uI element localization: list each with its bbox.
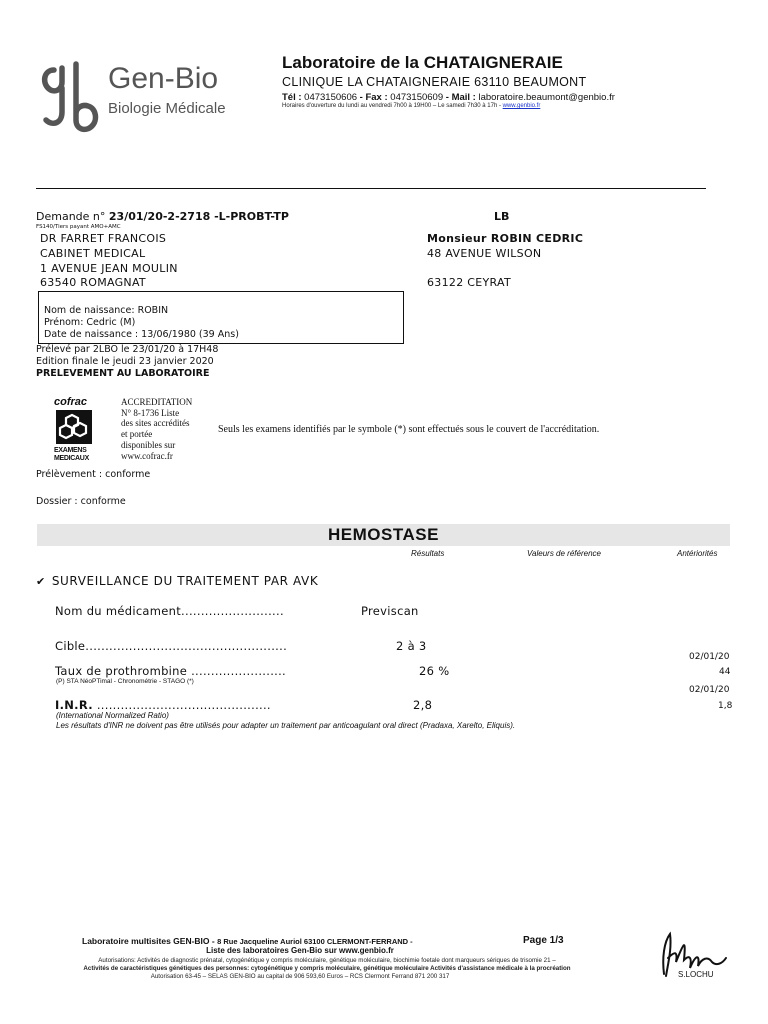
section-header <box>37 524 730 546</box>
website-link[interactable]: www.genbio.fr <box>502 103 541 109</box>
footer-address: 8 Rue Jacqueline Auriol 63100 CLERMONT-FERRAND - <box>217 937 413 946</box>
request-note: FS140/Tiers payant AMO+AMC <box>36 224 121 230</box>
inr-warning: Les résultats d'INR ne doivent pas être utilisés pour adapter un traitement par anticoagulant oral direct (Pradaxa, Xarelto, Eliquis). <box>56 721 516 730</box>
recipient-name: Monsieur ROBIN CEDRIC <box>427 232 584 245</box>
accreditation-line5: www.cofrac.fr <box>121 450 173 461</box>
page-number: Page 1/3 <box>523 935 564 946</box>
inr-previous-date: 02/01/20 <box>689 685 730 695</box>
medication-label: Nom du médicament.......................... <box>55 604 284 618</box>
accreditation-statement: Seuls les examens identifiés par le symbole (*) sont effectués sous le couvert de l'accréditation. <box>218 424 600 435</box>
sample-conformity: Prélèvement : conforme <box>36 469 151 480</box>
patient-first-name: Prénom: Cedric (M) <box>44 317 136 328</box>
column-previous: Antériorités <box>677 549 718 558</box>
doctor-street: 1 AVENUE JEAN MOULIN <box>40 262 178 275</box>
sampled-by: Prélevé par 2LBO le 23/01/20 à 17H48 <box>36 344 219 355</box>
sampling-location: PRELEVEMENT AU LABORATOIRE <box>36 368 210 379</box>
lab-hours <box>282 103 540 109</box>
section-title: HEMOSTASE <box>328 525 439 544</box>
inr-label-dots: ............................................ <box>92 698 271 712</box>
genbio-logo <box>40 60 240 135</box>
tel-label: Tél : <box>282 92 305 103</box>
cofrac-medical-label: MEDICAUX <box>54 455 89 462</box>
footer-list: Liste des laboratoires Gen-Bio sur www.genbio.fr <box>206 946 394 955</box>
mail-label: - Mail : <box>443 92 479 103</box>
accreditation-line4: disponibles sur <box>121 439 176 450</box>
mail-address: laboratoire.beaumont@genbio.fr <box>478 92 615 103</box>
lab-title: Laboratoire de la CHATAIGNERAIE <box>282 53 563 72</box>
inr-label <box>55 698 271 712</box>
request-number <box>36 210 289 223</box>
fax-number: 0473150609 <box>390 92 444 103</box>
column-results: Résultats <box>411 549 445 558</box>
patient-birth-date: Date de naissance : 13/06/1980 (39 Ans) <box>44 329 239 340</box>
accreditation-line1: N° 8-1736 Liste <box>121 407 180 418</box>
signature <box>656 928 736 990</box>
signature-name: S.LOCHU <box>678 970 714 979</box>
file-conformity: Dossier : conforme <box>36 496 126 507</box>
tel-number: 0473150606 <box>304 92 358 103</box>
checkmark-icon: ✔ <box>36 575 46 588</box>
accreditation-line2: des sites accrédités <box>121 418 190 429</box>
request-suffix: -L-PROBT-TP <box>210 210 289 223</box>
footer-authorisations-1: Autorisations: Activités de diagnostic prénatal, cytogénétique y compris moléculaire, génétique moléculaire, biochimie foetale dont marqueurs sériques de trisomie 21 – <box>98 957 556 964</box>
logo-brand: Gen-Bio <box>108 62 219 95</box>
patient-box <box>38 291 404 344</box>
inr-value: 2,8 <box>413 698 433 712</box>
cofrac-exam-label: EXAMENS <box>54 447 87 454</box>
inr-previous-value: 1,8 <box>718 701 733 711</box>
request-code: LB <box>494 210 510 223</box>
recipient-city: 63122 CEYRAT <box>427 276 512 289</box>
footer-lab <box>82 936 413 946</box>
avk-heading <box>36 574 318 588</box>
doctor-name: DR FARRET FRANCOIS <box>40 232 167 245</box>
recipient-street: 48 AVENUE WILSON <box>427 247 542 260</box>
lab-address: CLINIQUE LA CHATAIGNERAIE 63110 BEAUMONT <box>282 75 587 89</box>
final-edition: Edition finale le jeudi 23 janvier 2020 <box>36 356 214 367</box>
doctor-city: 63540 ROMAGNAT <box>40 276 146 289</box>
prothrombin-label: Taux de prothrombine ........................ <box>55 664 287 678</box>
doctor-practice: CABINET MEDICAL <box>40 247 146 260</box>
cofrac-logo <box>54 396 94 466</box>
request-id: 23/01/20-2-2718 <box>108 210 211 223</box>
footer-authorisations-3: Autorisation 63-45 – SELAS GEN-BIO au capital de 906 593,60 Euros – RCS Clermont Ferrand 871 200 317 <box>150 973 450 980</box>
prothrombin-value: 26 % <box>419 664 450 678</box>
medication-value: Previscan <box>361 604 419 618</box>
hours-text: Horaires d'ouverture du lundi au vendredi 7h00 à 19H00 – Le samedi 7h30 à 17h - <box>282 103 503 109</box>
prothrombin-previous-value: 44 <box>719 667 731 677</box>
accreditation-text <box>121 397 192 461</box>
inr-note: (International Normalized Ratio) <box>56 711 169 720</box>
footer-authorisations-2: Activités de caractéristiques génétiques des personnes: cytogénétique y compris moléculaire, génétique moléculaire Activités d'assistance médicale à la procréation <box>83 965 571 972</box>
header-divider <box>36 188 706 189</box>
prothrombin-method: (P) STA NéoPTimal - Chronométrie - STAGO (*) <box>56 678 194 685</box>
genbio-logo-icon <box>40 60 104 135</box>
fax-label: - Fax : <box>357 92 391 103</box>
target-label: Cible................................................... <box>55 639 288 653</box>
column-reference: Valeurs de référence <box>527 549 601 558</box>
tp-previous-date: 02/01/20 <box>689 652 730 662</box>
footer-lab-name: Laboratoire multisites GEN-BIO - <box>82 936 218 946</box>
request-label: Demande n° <box>36 210 109 223</box>
accreditation-line3: et portée <box>121 429 153 440</box>
accreditation-title: ACCREDITATION <box>121 397 193 407</box>
cofrac-hexagon-icon <box>54 408 94 448</box>
avk-heading-text: SURVEILLANCE DU TRAITEMENT PAR AVK <box>51 574 319 588</box>
lab-contact <box>282 92 615 103</box>
patient-birth-name: Nom de naissance: ROBIN <box>44 305 169 316</box>
target-value: 2 à 3 <box>396 639 427 653</box>
cofrac-logo-text: cofrac <box>54 396 88 408</box>
logo-subtitle: Biologie Médicale <box>108 100 226 117</box>
inr-label-bold: I.N.R. <box>55 698 93 712</box>
